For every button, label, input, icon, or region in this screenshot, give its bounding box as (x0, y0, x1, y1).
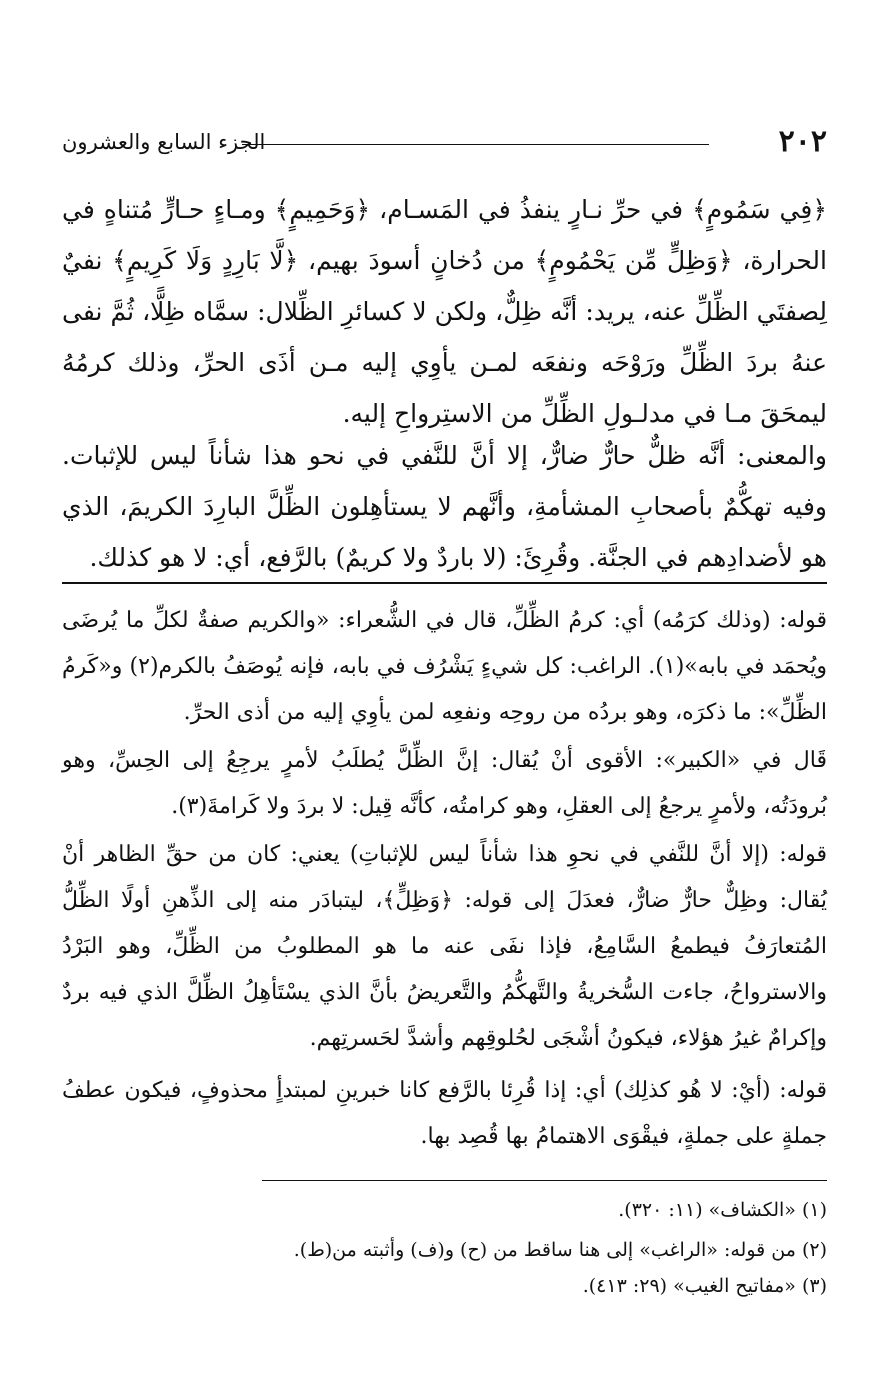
commentary-paragraph-2: قَال في «الكبير»: الأقوى أنْ يُقال: إنَّ الظِّلَّ يُطلَبُ لأمرٍ يرجِعُ إلى الحِسِّ، وهو بُرودَتُه، ولأمرٍ يرجعُ إلى العقلِ، وهو كرامتُه، كأنَّه قِيل: لا بردَ ولا كَرامةَ(٣). (62, 748, 827, 819)
page-header (62, 122, 827, 162)
footnote-1: (١) «الكشاف» (١١: ٣٢٠). (618, 1199, 827, 1221)
page (62, 0, 827, 1399)
main-paragraph-2: والمعنى: أنَّه ظلٌّ حارٌّ ضارٌّ، إلا أنَّ للنَّفي في نحو هذا شأناً ليس للإثبات. وفيه تهكُّمٌ بأصحابِ المشأمةِ، وأنَّهم لا يستأهِلون الظِّلَّ البارِدَ الكريمَ، الذي هو لأضدادِهم في الجنَّة. وقُرِئَ: (لا باردٌ ولا كريمٌ) بالرَّفع، أي: لا هو كذلك. (62, 441, 827, 572)
running-title: الجزء السابع والعشرون (62, 130, 266, 154)
footnote-2: (٢) من قوله: «الراغب» إلى هنا ساقط من (ح) و(ف) وأثبته من(ط). (293, 1239, 827, 1261)
commentary-paragraph-1: قوله: (وذلك كرَمُه) أي: كرمُ الظِّلِّ، قال في الشُّعراء: «والكريم صفةٌ لكلِّ ما يُرضَى ويُحمَد في بابه»(١). الراغب: كل شيءٍ يَشْرُف في بابه، فإنه يُوصَفُ بالكرم(٢) و«كَرمُ الظِّلِّ»: ما ذكرَه، وهو بردُه من روحِه ونفعِه لمن يأوِي إليه من أذى الحرِّ. (62, 608, 827, 725)
footnote-3: (٣) «مفاتيح الغيب» (٢٩: ٤١٣). (582, 1275, 827, 1297)
text-separator (62, 582, 827, 584)
page-number: ٢٠٢ (778, 124, 827, 159)
footnote-rule (262, 1180, 827, 1181)
commentary-paragraph-3: قوله: (إلا أنَّ للنَّفي في نحوِ هذا شأناً ليس للإثباتِ) يعني: كان من حقِّ الظاهر أنْ يُقال: وظِلٌّ حارٌّ ضارٌّ، فعدَلَ إلى قوله: ﴿وَظِلٍّ﴾، ليتبادَر منه إلى الذِّهنِ أولًا الظِّلُّ المُتعارَفُ فيطمعُ السَّامِعُ، فإذا نفَى عنه ما هو المطلوبُ من الظِّلِّ، وهو البَرْدُ والاسترواحُ، جاءت السُّخريةُ والتَّهكُّمُ والتَّعريضُ بأنَّ الذي يسْتَأهِلُ الظِّلَّ الذي فيه بردٌ وإكرامٌ غيرُ هؤلاء، فيكونُ أشْجَى لحُلوقِهم وأشدَّ لحَسرتِهم. (62, 842, 828, 1051)
header-rule (242, 144, 709, 145)
main-paragraph-1: ﴿فِي سَمُومٍ﴾ في حرِّ نـارٍ ينفذُ في المَسـام، ﴿وَحَمِيمٍ﴾ ومـاءٍ حـارٍّ مُتناهٍ في الحرارة، ﴿وَظِلٍّ مِّن يَحْمُومٍ﴾ من دُخانٍ أسودَ بهيم، ﴿لَّا بَارِدٍ وَلَا كَرِيمٍ﴾ نفيٌ لِصفتَي الظِّلِّ عنه، يريد: أنَّه ظِلٌّ، ولكن لا كسائرِ الظِّلال: سمَّاه ظِلًّا، ثُمَّ نفى عنهُ بردَ الظِّلِّ ورَوْحَه ونفعَه لمـن يأوِي إليه مـن أذَى الحرِّ، وذلك كرمُهُ ليمحَقَ مـا في مدلـولِ الظِّلِّ من الاستِرواحِ إليه. (62, 195, 827, 428)
commentary-paragraph-4: قوله: (أيْ: لا هُو كذلِك) أي: إذا قُرِئا بالرَّفع كانا خبرينِ لمبتدأٍ محذوفٍ، فيكون عطفُ جملةٍ على جملةٍ، فيقْوَى الاهتمامُ بها قُصِد بها. (62, 1078, 827, 1149)
